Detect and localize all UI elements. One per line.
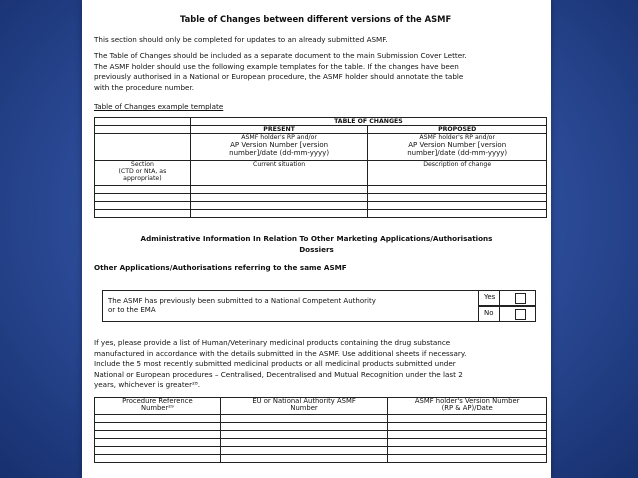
table-cell [190, 194, 368, 202]
table-cell [95, 202, 191, 210]
asmf-question-line: The ASMF has previously been submitted to a National Competent Authority [108, 297, 376, 305]
version-number-header [388, 398, 547, 415]
admin-info-heading-line: Dossiers [299, 245, 334, 254]
table-cell [388, 455, 547, 463]
table-cell [95, 431, 221, 439]
other-applications-heading: Other Applications/Authorisations referring to the same ASMF [94, 263, 347, 272]
proposed-header: PROPOSED [368, 126, 547, 134]
current-situation-cell: Current situation [190, 161, 368, 186]
products-paragraph-line: years, whichever is greater²⁸. [94, 380, 201, 389]
instructions-paragraph [94, 51, 467, 93]
table-cell [190, 202, 368, 210]
section-line: Section [130, 161, 154, 168]
table-cell [95, 423, 221, 431]
table-cell [368, 210, 547, 218]
table-cell [190, 186, 368, 194]
asmf-question-text [108, 297, 376, 315]
asmf-number-header-line: EU or National Authority ASMF [252, 397, 356, 405]
table-cell [388, 415, 547, 423]
table-cell [388, 431, 547, 439]
table-cell [220, 455, 388, 463]
present-version-cell [190, 134, 368, 161]
instructions-line: The Table of Changes should be included as a separate document to the main Submission Cover Letter. [94, 51, 467, 60]
present-header: PRESENT [190, 126, 368, 134]
instructions-line: The ASMF holder should use the following example templates for the table. If the changes have been [94, 61, 459, 71]
table-cell [95, 194, 191, 202]
products-paragraph-line: National or European procedures – Centralised, Decentralised and Mutual Recognition under the last 2 [94, 369, 463, 379]
version-number-header-line: (RP & AP)/Date [441, 404, 493, 412]
section-line: appropriate) [123, 175, 162, 182]
table-title: TABLE OF CHANGES [190, 118, 546, 126]
section-line: (CTD or NtA, as [118, 168, 167, 175]
products-table [94, 397, 547, 463]
table-cell [220, 415, 388, 423]
table-cell [388, 447, 547, 455]
proposed-version-cell [368, 134, 547, 161]
table-cell [95, 447, 221, 455]
procedure-reference-header [95, 398, 221, 415]
table-cell [95, 439, 221, 447]
table-cell [220, 447, 388, 455]
proposed-version-line: AP Version Number [version [408, 141, 507, 149]
table-cell [190, 210, 368, 218]
yes-label: Yes [484, 293, 496, 301]
intro-paragraph: This section should only be completed for updates to an already submitted ASMF. [94, 35, 388, 44]
template-label: Table of Changes example template [94, 102, 224, 111]
table-cell [95, 415, 221, 423]
document-title: Table of Changes between different versions of the ASMF [180, 14, 452, 24]
table-cell [368, 194, 547, 202]
admin-info-heading [82, 233, 551, 255]
yes-option [478, 290, 536, 306]
description-of-change-cell: Description of change [368, 161, 547, 186]
section-cell [95, 161, 191, 186]
procedure-reference-header-line: Number²⁹ [140, 404, 174, 412]
admin-info-heading-line: Administrative Information In Relation To Other Marketing Applications/Authorisations [140, 234, 493, 243]
products-paragraph-line: If yes, please provide a list of Human/Veterinary medicinal products containing the drug substance [94, 338, 451, 347]
no-option [478, 306, 536, 322]
table-empty-corner [95, 134, 191, 161]
table-cell [220, 423, 388, 431]
table-cell [95, 455, 221, 463]
present-version-line: AP Version Number [version [230, 141, 329, 149]
instructions-line: with the procedure number. [94, 82, 195, 92]
asmf-number-header-line: Number [290, 404, 318, 412]
table-empty-corner [95, 126, 191, 134]
table-empty-corner [95, 118, 191, 126]
version-number-header-line: ASMF holder's Version Number [414, 397, 520, 405]
table-cell [368, 186, 547, 194]
table-cell [95, 186, 191, 194]
asmf-number-header [220, 398, 388, 415]
products-paragraph-line: manufactured in accordance with the details submitted in the ASMF. Use additional sheets if necessary. [94, 348, 467, 358]
proposed-version-line: number]/date (dd-mm-yyyy) [407, 149, 508, 157]
document-page [82, 0, 551, 478]
procedure-reference-header-line: Procedure Reference [122, 397, 193, 405]
yes-checkbox[interactable] [515, 293, 526, 304]
table-cell [388, 439, 547, 447]
products-paragraph [94, 338, 466, 391]
present-version-line: number]/date (dd-mm-yyyy) [229, 149, 330, 157]
products-paragraph-line: Include the 5 most recently submitted medicinal products or all medicinal products submitted under [94, 359, 456, 368]
proposed-version-line: ASMF holder's RP and/or [419, 134, 496, 141]
table-cell [388, 423, 547, 431]
instructions-line: previously authorised in a National or European procedure, the ASMF holder should annotate the table [94, 72, 464, 81]
table-cell [368, 202, 547, 210]
table-of-changes [94, 117, 547, 218]
table-cell [220, 431, 388, 439]
no-label: No [484, 309, 494, 317]
table-cell [95, 210, 191, 218]
table-cell [220, 439, 388, 447]
asmf-question-line: or to the EMA [108, 306, 156, 314]
present-version-line: ASMF holder's RP and/or [241, 134, 317, 141]
no-checkbox[interactable] [515, 309, 526, 320]
